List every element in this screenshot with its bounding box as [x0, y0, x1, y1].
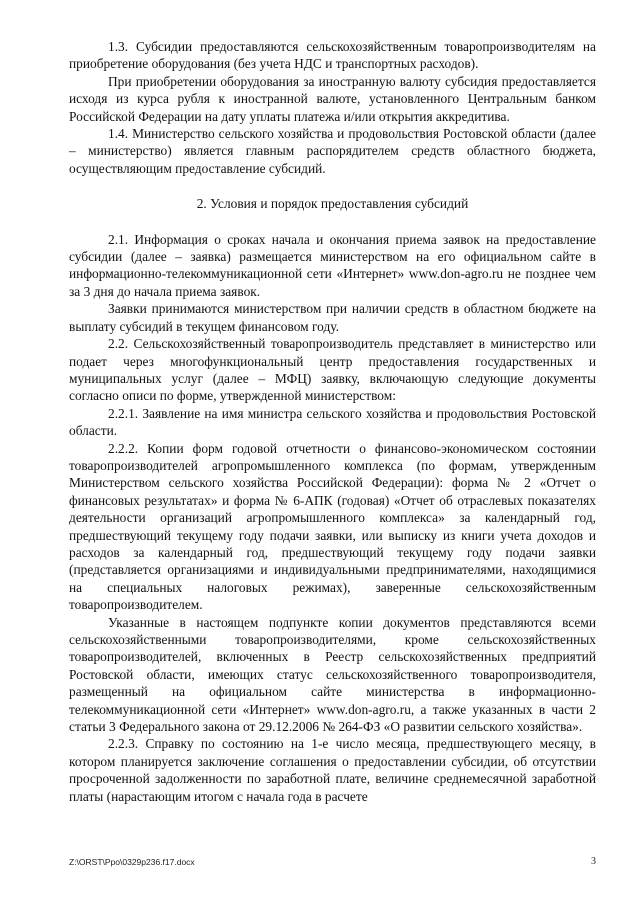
paragraph-2-2-2: 2.2.2. Копии форм годовой отчетности о финансово-экономическом состоянии товаропроизводителей агропромышленного комплекса (по формам, утвержденным Министерством сельского хозяйства Российской Федерации): форма № 2 «Отчет о финансовых результатах» и форма № 6-АПК (годовая) «Отчет об отраслевых показателях деятельности организаций агропромышленного комплекса» за календарный год, предшествующий текущему году подачи заявки, или выписку из книги учета доходов и расходов за календарный год, предшествующий текущему году подачи заявки (представляется организациями и индивидуальными предпринимателями, находящимися на специальных налоговых режимах), заверенные сельскохозяйственным товаропроизводителем. — [69, 440, 596, 613]
paragraph-copies: Указанные в настоящем подпункте копии документов представляются всеми сельскохозяйственными товаропроизводителями, кроме сельскохозяйственных товаропроизводителей, включенных в Реестр сельскохозяйственных предприятий Ростовской области, имеющих статус сельскохозяйственного товаропроизводителя, размещенный на официальном сайте министерства в информационно-телекоммуникационной сети «Интернет» www.don-agro.ru, а также указанных в части 2 статьи 3 Федерального закона от 29.12.2006 № 264-ФЗ «О развитии сельского хозяйства». — [69, 614, 596, 735]
paragraph-2-2-3: 2.2.3. Справку по состоянию на 1-е число месяца, предшествующего месяцу, в котором планируется заключение соглашения о предоставлении субсидии, об отсутствии просроченной задолженности по заработной плате, величине среднемесячной заработной платы (нарастающим итогом с начала года в расчете — [69, 736, 596, 804]
footer-file-path: Z:\ORST\Ppo\0329p236.f17.docx — [69, 857, 195, 867]
page-number: 3 — [591, 856, 596, 867]
paragraph-currency: При приобретении оборудования за иностранную валюту субсидия предоставляется исходя из курса рубля к иностранной валюте, установленного Центральным банком Российской Федерации на дату уплаты платежа и/или открытия аккредитива. — [69, 73, 596, 124]
document-body — [69, 38, 596, 805]
paragraph-2-1: 2.1. Информация о сроках начала и окончания приема заявок на предоставление субсидии (далее – заявка) размещается министерством на его официальном сайте в информационно-телекоммуникационной сети «Интернет» www.don-agro.ru не позднее чем за 3 дня до начала приема заявок. — [69, 231, 596, 299]
paragraph-1-4: 1.4. Министерство сельского хозяйства и продовольствия Ростовской области (далее – министерство) является главным распорядителем средств областного бюджета, осуществляющим предоставление субсидий. — [69, 126, 596, 176]
section-heading: 2. Условия и порядок предоставления субсидий — [196, 196, 469, 212]
paragraph-1-3: 1.3. Субсидии предоставляются сельскохозяйственным товаропроизводителям на приобретение оборудования (без учета НДС и транспортных расходов). — [69, 39, 596, 72]
paragraph-2-2: 2.2. Сельскохозяйственный товаропроизводитель представляет в министерство или подает через многофункциональный центр предоставления государственных и муниципальных услуг (далее – МФЦ) заявку, включающую следующие документы согласно описи по форме, утвержденной министерством: — [69, 336, 596, 404]
paragraph-2-2-1: 2.2.1. Заявление на имя министра сельского хозяйства и продовольствия Ростовской области. — [69, 405, 596, 439]
paragraph-applications: Заявки принимаются министерством при наличии средств в областном бюджете на выплату субсидий в текущем финансовом году. — [69, 301, 596, 334]
